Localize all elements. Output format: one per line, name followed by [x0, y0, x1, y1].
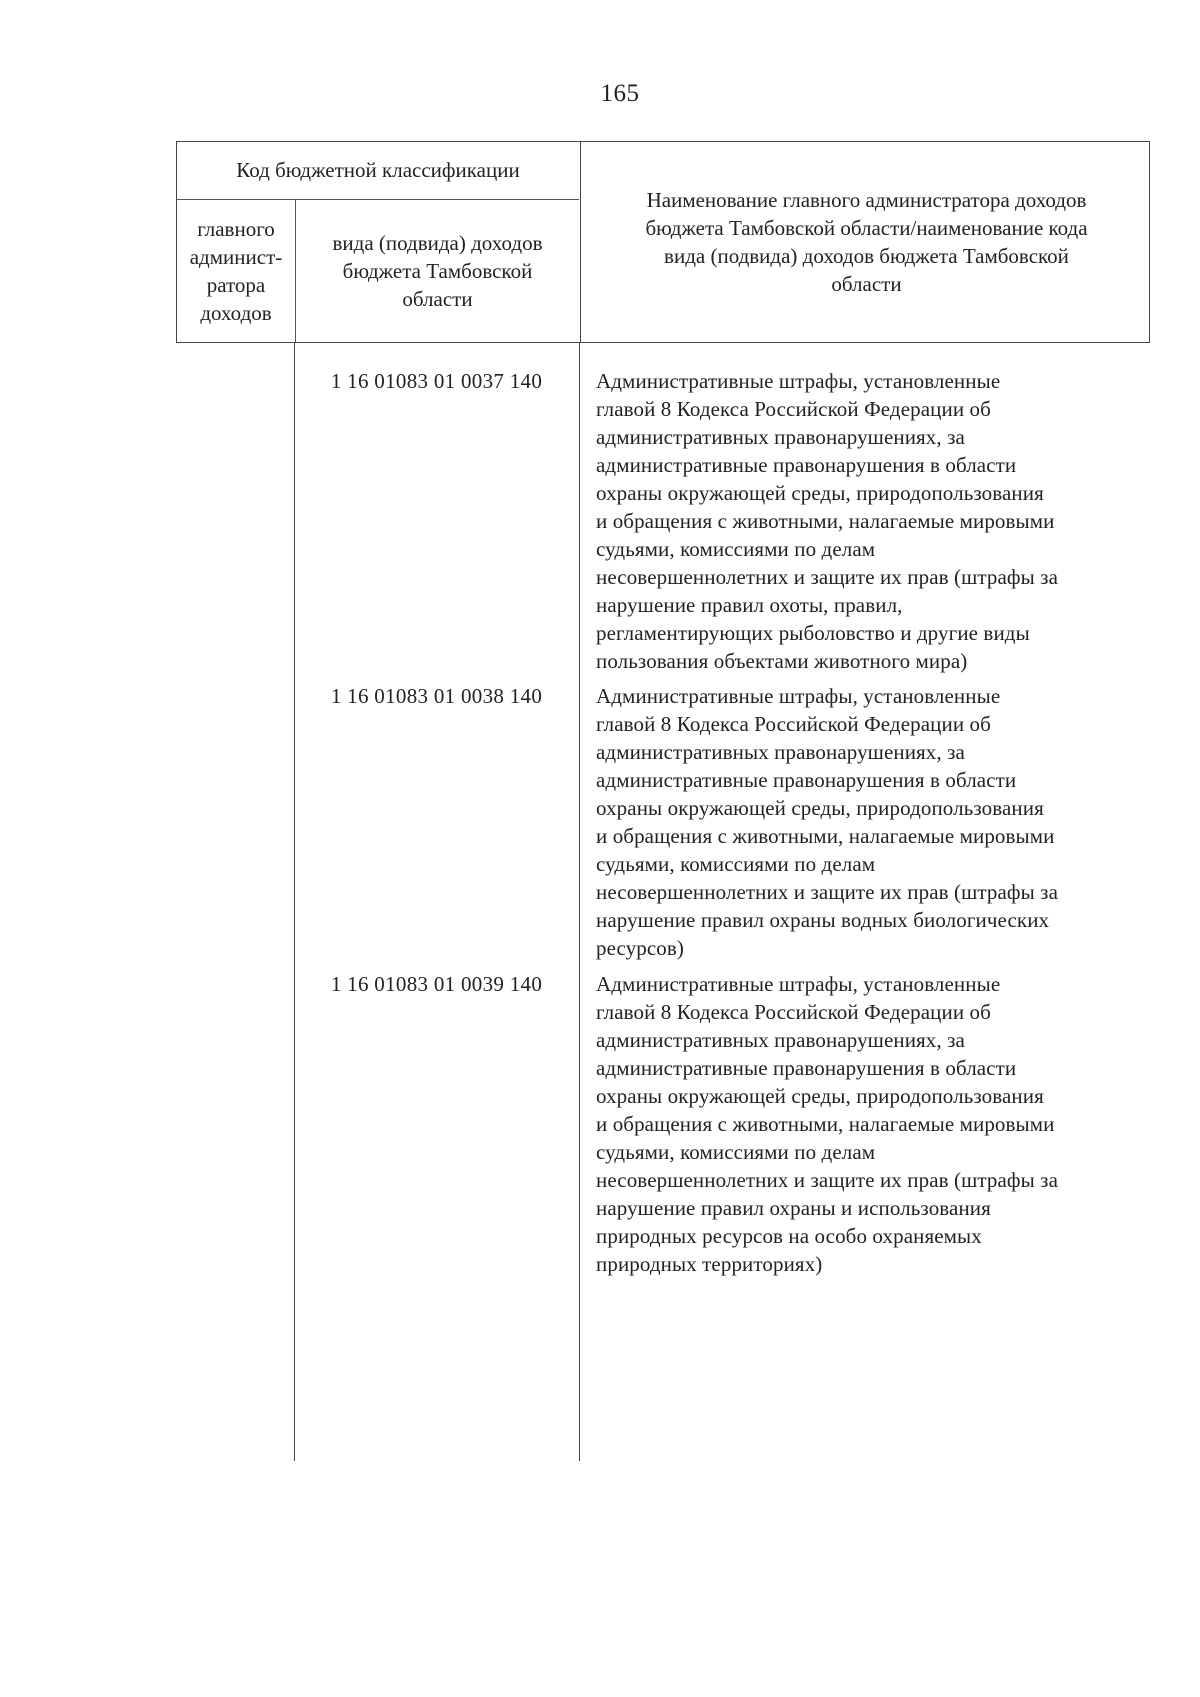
revenue-code: 1 16 01083 01 0039 140 [330, 972, 543, 996]
column-divider [294, 343, 295, 1461]
header-name: Наименование главного администратора доходов бюджета Тамбовской области/наименование кода вида (подвида) доходов бюджета Тамбовской области [580, 142, 1152, 342]
revenue-name: Административные штрафы, установленные главой 8 Кодекса Российской Федерации об административных правонарушениях, за административные правонарушения в области охраны окружающей среды, природопользования и обращения с животными, налагаемые мировыми судьями, комиссиями по делам несовершеннолетних и защите их прав (штрафы за нарушение правил охраны и использования природных ресурсов на особо охраняемых природных территориях) [596, 972, 1058, 1276]
header-admin-code: главного админист- ратора доходов [177, 200, 296, 342]
revenue-code: 1 16 01083 01 0037 140 [330, 369, 543, 393]
revenue-name: Административные штрафы, установленные главой 8 Кодекса Российской Федерации об административных правонарушениях, за административные правонарушения в области охраны окружающей среды, природопользования и обращения с животными, налагаемые мировыми судьями, комиссиями по делам несовершеннолетних и защите их прав (штрафы за нарушение правил охоты, правил, регламентирующих рыболовство и другие виды пользования объектами животного мира) [596, 369, 1058, 673]
revenue-code: 1 16 01083 01 0038 140 [330, 684, 543, 708]
budget-classification-table [176, 141, 1150, 1461]
revenue-name: Административные штрафы, установленные главой 8 Кодекса Российской Федерации об административных правонарушениях, за административные правонарушения в области охраны окружающей среды, природопользования и обращения с животными, налагаемые мировыми судьями, комиссиями по делам несовершеннолетних и защите их прав (штрафы за нарушение правил охраны водных биологических ресурсов) [596, 684, 1058, 960]
column-divider [579, 343, 580, 1461]
table-header [176, 141, 1150, 343]
header-group-title: Код бюджетной классификации [177, 142, 579, 200]
header-revenue-type-code: вида (подвида) доходов бюджета Тамбовской области [332, 231, 543, 311]
table-body [176, 343, 1150, 1461]
page-number: 165 [600, 80, 640, 107]
